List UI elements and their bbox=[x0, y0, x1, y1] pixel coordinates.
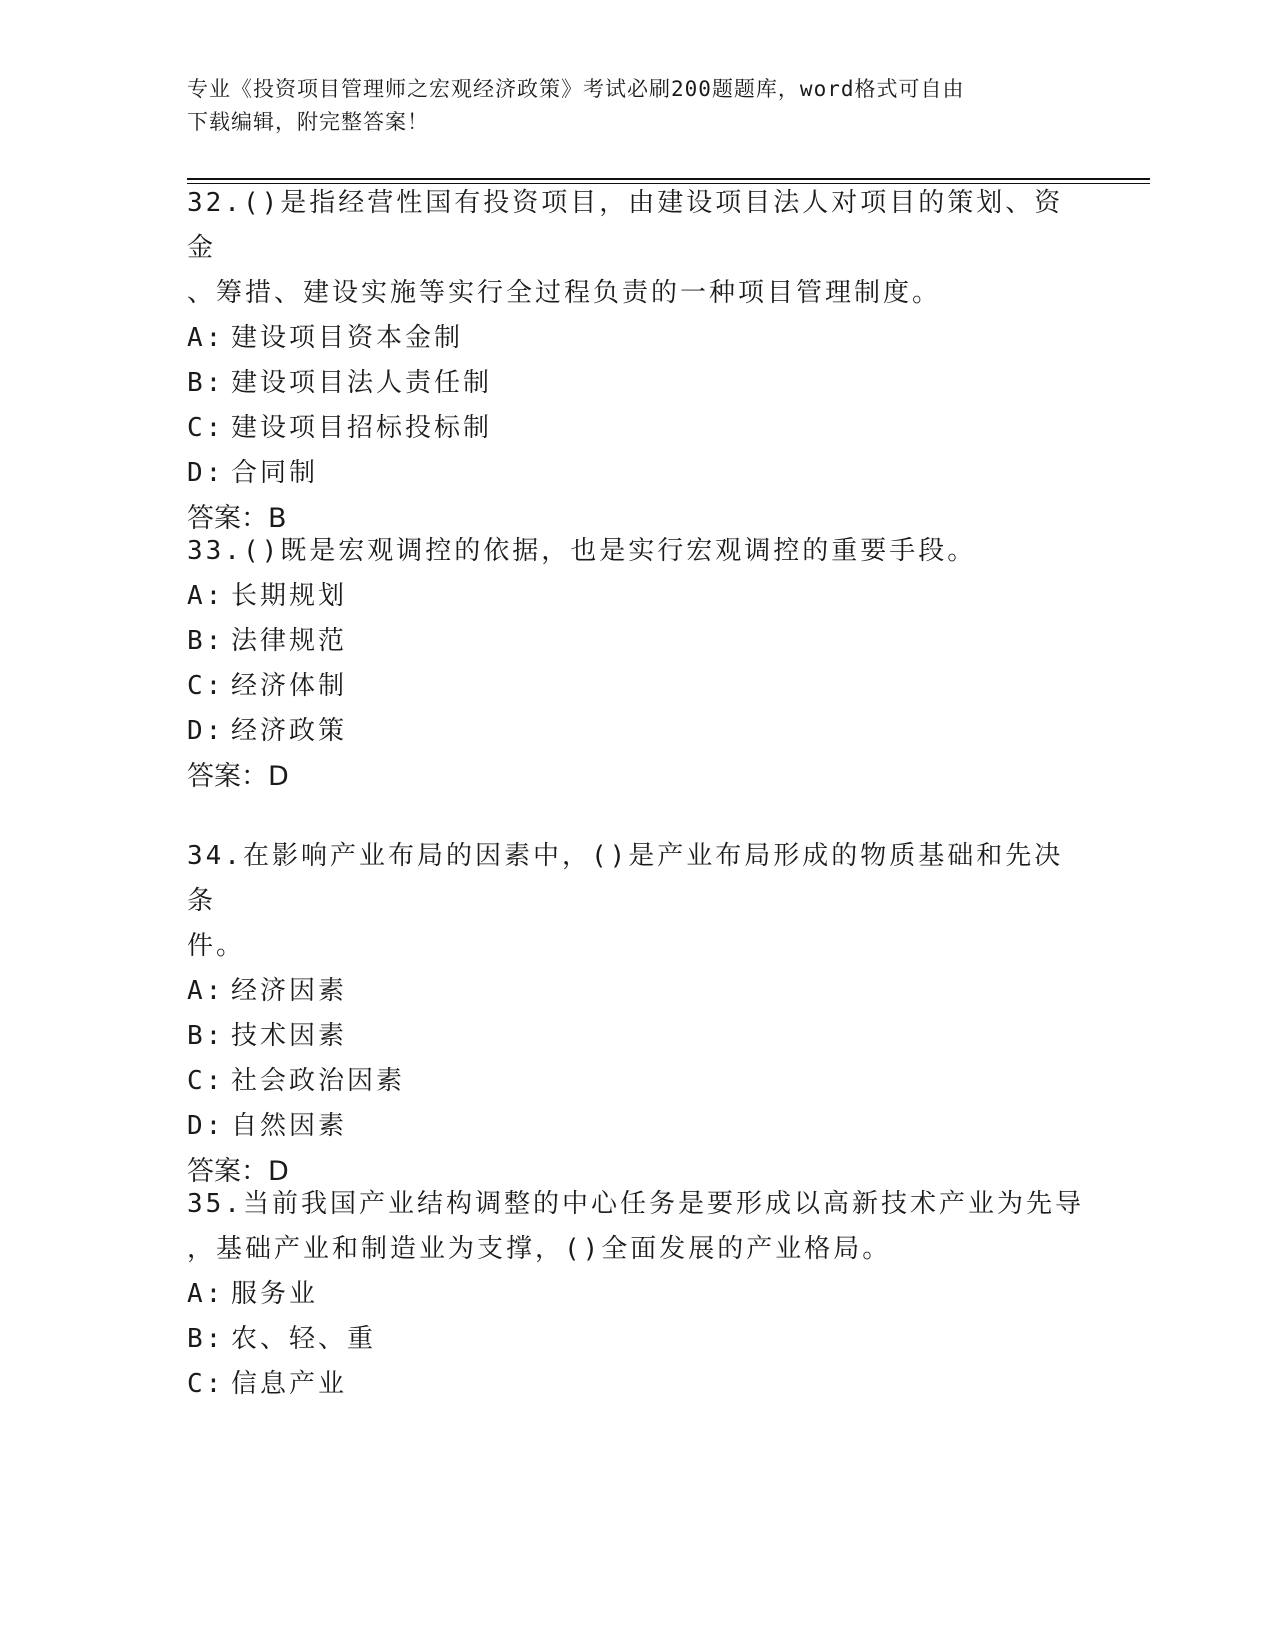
option-letter: C: bbox=[187, 671, 225, 701]
option-c bbox=[187, 1059, 1087, 1104]
option-text: 建设项目法人责任制 bbox=[231, 368, 493, 398]
question-stem-line: 33.()既是宏观调控的依据，也是实行宏观调控的重要手段。 bbox=[187, 536, 977, 566]
option-a bbox=[187, 1272, 1087, 1317]
option-letter: C: bbox=[187, 1369, 225, 1399]
option-text: 技术因素 bbox=[231, 1021, 348, 1051]
option-c bbox=[187, 406, 1087, 451]
question-stem-line: 32.()是指经营性国有投资项目，由建设项目法人对项目的策划、资金 bbox=[187, 188, 1064, 263]
option-b bbox=[187, 1317, 1087, 1362]
option-text: 经济因素 bbox=[231, 976, 348, 1006]
question-stem-line: 34.在影响产业布局的因素中，()是产业布局形成的物质基础和先决条 bbox=[187, 841, 1064, 916]
option-letter: D: bbox=[187, 1111, 225, 1141]
question-stem-line: 件。 bbox=[187, 931, 246, 961]
option-c bbox=[187, 1362, 1087, 1407]
option-a bbox=[187, 316, 1087, 361]
option-letter: A: bbox=[187, 323, 225, 353]
option-letter: D: bbox=[187, 458, 225, 488]
option-letter: C: bbox=[187, 1066, 225, 1096]
question-stem-line: ，基础产业和制造业为支撑，()全面发展的产业格局。 bbox=[187, 1234, 892, 1264]
option-a bbox=[187, 969, 1087, 1014]
question-stem-line: 35.当前我国产业结构调整的中心任务是要形成以高新技术产业为先导 bbox=[187, 1189, 1084, 1219]
option-d bbox=[187, 709, 1087, 754]
answer-line: 答案：D bbox=[187, 1156, 289, 1187]
option-a bbox=[187, 574, 1087, 619]
option-letter: B: bbox=[187, 1324, 225, 1354]
option-text: 合同制 bbox=[231, 458, 319, 488]
option-text: 农、轻、重 bbox=[231, 1324, 377, 1354]
option-b bbox=[187, 1014, 1087, 1059]
question-33 bbox=[187, 529, 1087, 799]
answer-line: 答案：D bbox=[187, 761, 289, 792]
option-text: 信息产业 bbox=[231, 1369, 348, 1399]
option-text: 服务业 bbox=[231, 1279, 319, 1309]
option-text: 建设项目资本金制 bbox=[231, 323, 464, 353]
question-stem-line: 、筹措、建设实施等实行全过程负责的一种项目管理制度。 bbox=[187, 278, 942, 308]
option-text: 经济政策 bbox=[231, 716, 348, 746]
option-letter: B: bbox=[187, 368, 225, 398]
option-text: 长期规划 bbox=[231, 581, 348, 611]
option-letter: D: bbox=[187, 716, 225, 746]
option-text: 建设项目招标投标制 bbox=[231, 413, 493, 443]
header-line-2: 下载编辑，附完整答案！ bbox=[187, 110, 429, 134]
option-letter: A: bbox=[187, 1279, 225, 1309]
option-d bbox=[187, 1104, 1087, 1149]
option-letter: B: bbox=[187, 1021, 225, 1051]
option-letter: A: bbox=[187, 976, 225, 1006]
option-d bbox=[187, 451, 1087, 496]
option-b bbox=[187, 619, 1087, 664]
header-divider-thick bbox=[187, 178, 1150, 180]
option-c bbox=[187, 664, 1087, 709]
option-text: 社会政治因素 bbox=[231, 1066, 406, 1096]
option-text: 经济体制 bbox=[231, 671, 348, 701]
option-text: 自然因素 bbox=[231, 1111, 348, 1141]
answer-line: 答案：B bbox=[187, 503, 287, 534]
header-line-1: 专业《投资项目管理师之宏观经济政策》考试必刷200题题库，word格式可自由 bbox=[187, 77, 965, 101]
document-header bbox=[187, 73, 1067, 139]
option-text: 法律规范 bbox=[231, 626, 348, 656]
option-letter: A: bbox=[187, 581, 225, 611]
option-b bbox=[187, 361, 1087, 406]
option-letter: C: bbox=[187, 413, 225, 443]
question-35 bbox=[187, 1182, 1087, 1407]
question-32 bbox=[187, 181, 1087, 541]
option-letter: B: bbox=[187, 626, 225, 656]
question-34 bbox=[187, 834, 1087, 1194]
